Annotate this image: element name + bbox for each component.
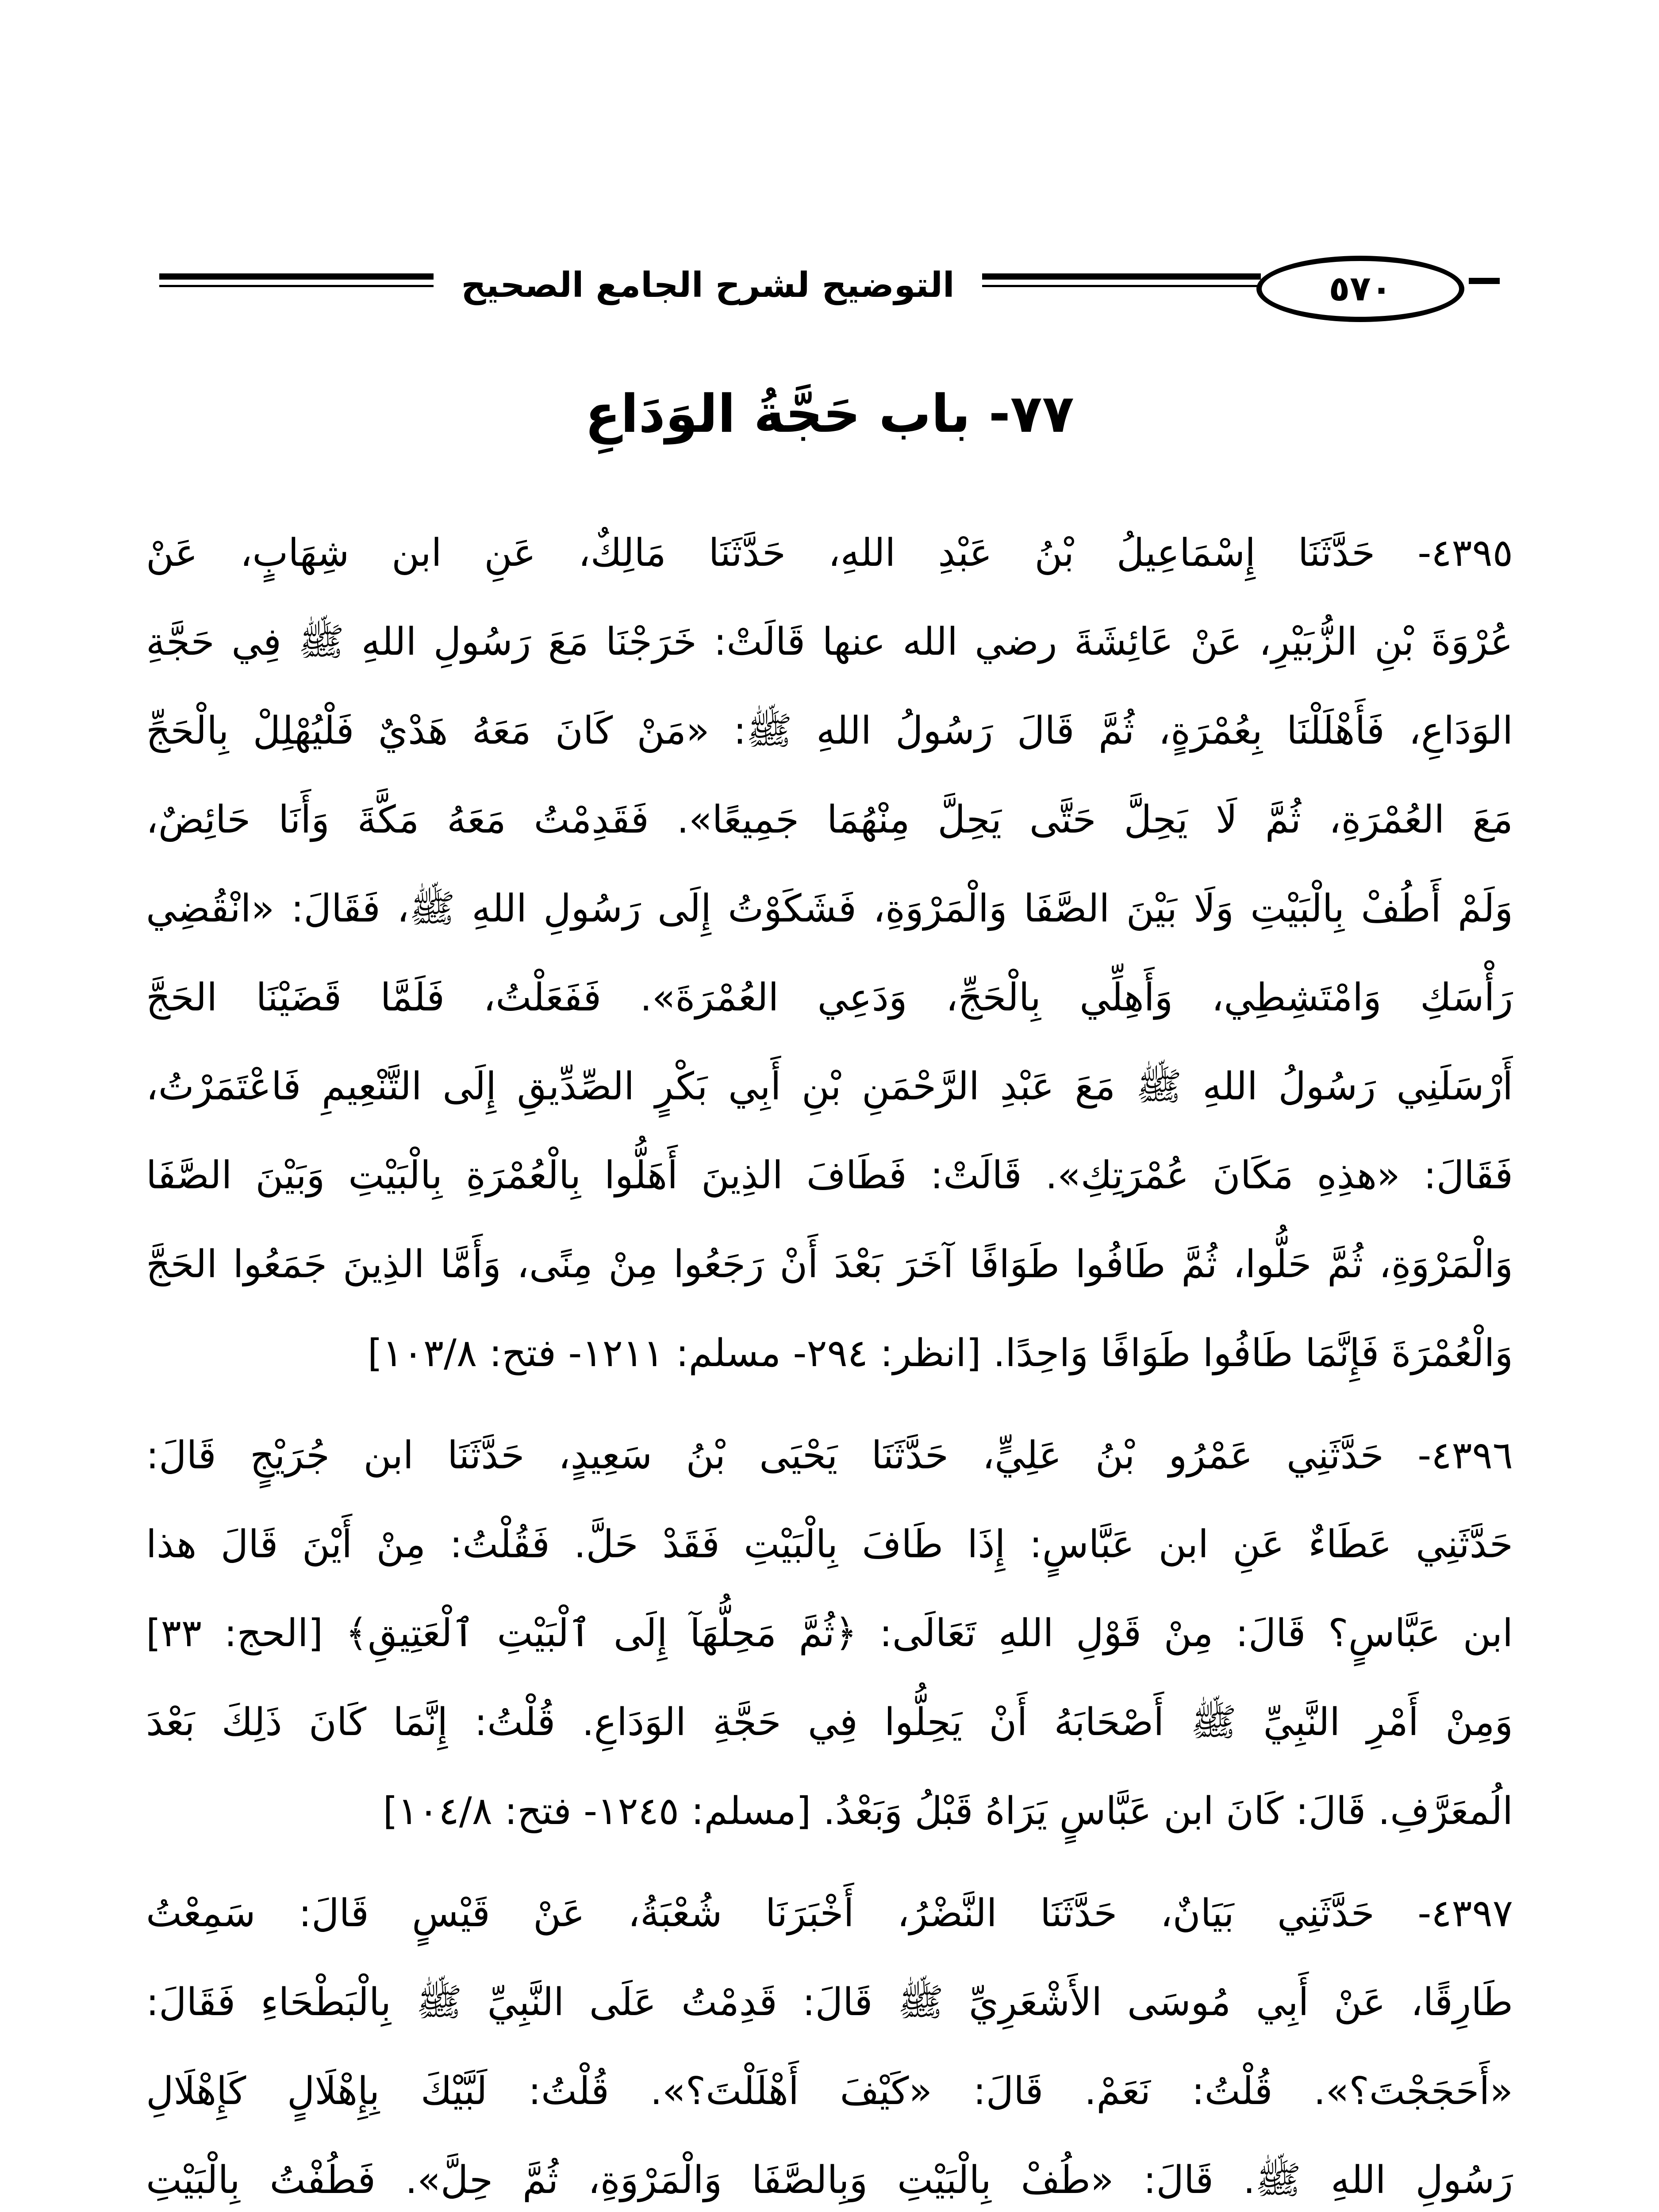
text-line: ٤٣٩٦- حَدَّثَنِي عَمْرُو بْنُ عَلِيٍّ، حَدَّثَنَا يَحْيَى بْنُ سَعِيدٍ، حَدَّثَنَا ابن جُرَيْجٍ قَالَ:: [146, 1433, 1513, 1478]
book-title: التوضيح لشرح الجامع الصحيح: [461, 265, 955, 305]
text-line: فَقَالَ: «هذِهِ مَكَانَ عُمْرَتِكِ». قَالَتْ: فَطَافَ الذِينَ أَهَلُّوا بِالْعُمْرَةِ بِالْبَيْتِ وَبَيْنَ الصَّفَا: [146, 1153, 1513, 1198]
page-body: [146, 509, 1513, 2212]
text-line: أَرْسَلَنِي رَسُولُ اللهِ ﷺ مَعَ عَبْدِ الرَّحْمَنِ بْنِ أَبِي بَكْرٍ الصِّدِّيقِ إِلَى التَّنْعِيمِ فَاعْتَمَرْتُ،: [146, 1064, 1513, 1109]
text-line: ابن عَبَّاسٍ؟ قَالَ: مِنْ قَوْلِ اللهِ تَعَالَى: ﴿ثُمَّ مَحِلُّهَآ إِلَى ٱلْبَيْتِ ٱلْعَتِيقِ﴾ [الحج: ٣٣]: [146, 1611, 1513, 1655]
running-header: [159, 248, 1500, 336]
header-rule-middle: [982, 273, 1261, 291]
text-line: وَلَمْ أَطُفْ بِالْبَيْتِ وَلَا بَيْنَ الصَّفَا وَالْمَرْوَةِ، فَشَكَوْتُ إِلَى رَسُولِ اللهِ ﷺ، فَقَالَ: «انْقُضِي: [146, 887, 1513, 931]
text-line: ٤٣٩٧- حَدَّثَنِي بَيَانٌ، حَدَّثَنَا النَّضْرُ، أَخْبَرَنَا شُعْبَةُ، عَنْ قَيْسٍ قَالَ: سَمِعْتُ: [146, 1891, 1513, 1936]
text-line: الُمعَرَّفِ. قَالَ: كَانَ ابن عَبَّاسٍ يَرَاهُ قَبْلُ وَبَعْدُ. [مسلم: ١٢٤٥- فتح: ١٠٤/٨]: [383, 1789, 1513, 1833]
text-line: وَالْمَرْوَةِ، ثُمَّ حَلُّوا، ثُمَّ طَافُوا طَوَافًا آخَرَ بَعْدَ أَنْ رَجَعُوا مِنْ مِنًى، وَأَمَّا الذِينَ جَمَعُوا الحَجَّ: [146, 1242, 1513, 1286]
text-line: مَعَ العُمْرَةِ، ثُمَّ لَا يَحِلَّ حَتَّى يَحِلَّ مِنْهُمَا جَمِيعًا». فَقَدِمْتُ مَعَهُ مَكَّةَ وَأَنَا حَائِضٌ،: [146, 798, 1513, 842]
text-line: «أَحَجَجْتَ؟». قُلْتُ: نَعَمْ. قَالَ: «كَيْفَ أَهْلَلْتَ؟». قُلْتُ: لَبَّيْكَ بِإِهْلَالٍ كَإِهْلَالِ: [146, 2069, 1513, 2113]
page-number-frame: [1256, 256, 1464, 322]
chapter-title: ٧٧- باب حَجَّةُ الوَدَاعِ: [585, 383, 1074, 444]
text-line: عُرْوَةَ بْنِ الزُّبَيْرِ، عَنْ عَائِشَةَ رضي الله عنها قَالَتْ: خَرَجْنَا مَعَ رَسُولِ اللهِ ﷺ فِي حَجَّةِ: [146, 620, 1513, 664]
text-line: رَسُولِ اللهِ ﷺ. قَالَ: «طُفْ بِالْبَيْتِ وَبِالصَّفَا وَالْمَرْوَةِ، ثُمَّ حِلَّ». فَطُفْتُ بِالْبَيْتِ: [146, 2158, 1513, 2202]
text-line: الوَدَاعِ، فَأَهْلَلْنَا بِعُمْرَةٍ، ثُمَّ قَالَ رَسُولُ اللهِ ﷺ: «مَنْ كَانَ مَعَهُ هَدْيٌ فَلْيُهْلِلْ بِالْحَجِّ: [146, 709, 1513, 753]
text-line: رَأْسَكِ وَامْتَشِطِي، وَأَهِلِّي بِالْحَجِّ، وَدَعِي العُمْرَةَ». فَفَعَلْتُ، فَلَمَّا قَضَيْنَا الحَجَّ: [146, 975, 1513, 1020]
text-line: طَارِقًا، عَنْ أَبِي مُوسَى الأَشْعَرِيِّ ﷺ قَالَ: قَدِمْتُ عَلَى النَّبِيِّ ﷺ بِالْبَطْحَاءِ فَقَالَ:: [146, 1980, 1513, 2024]
hadith-4395: [146, 509, 1513, 1398]
text-line: حَدَّثَنِي عَطَاءٌ عَنِ ابن عَبَّاسٍ: إِذَا طَافَ بِالْبَيْتِ فَقَدْ حَلَّ. فَقُلْتُ: مِنْ أَيْنَ قَالَ هذا: [146, 1522, 1513, 1567]
text-line: وَمِنْ أَمْرِ النَّبِيِّ ﷺ أَصْحَابَهُ أَنْ يَحِلُّوا فِي حَجَّةِ الوَدَاعِ. قُلْتُ: إِنَّمَا كَانَ ذَلِكَ بَعْدَ: [146, 1700, 1513, 1744]
hadith-4397: [146, 1869, 1513, 2212]
header-rule-right: [1469, 278, 1500, 284]
hadith-4396: [146, 1411, 1513, 1856]
text-line: وَالْعُمْرَةَ فَإِنَّمَا طَافُوا طَوَافًا وَاحِدًا. [انظر: ٢٩٤- مسلم: ١٢١١- فتح: ١٠٣/٨]: [367, 1331, 1513, 1375]
header-rule-left: [159, 273, 434, 291]
text-line: ٤٣٩٥- حَدَّثَنَا إِسْمَاعِيلُ بْنُ عَبْدِ اللهِ، حَدَّثَنَا مَالِكٌ، عَنِ ابن شِهَابٍ، عَنْ: [146, 531, 1513, 575]
page-number: ٥٧٠: [1329, 269, 1392, 309]
